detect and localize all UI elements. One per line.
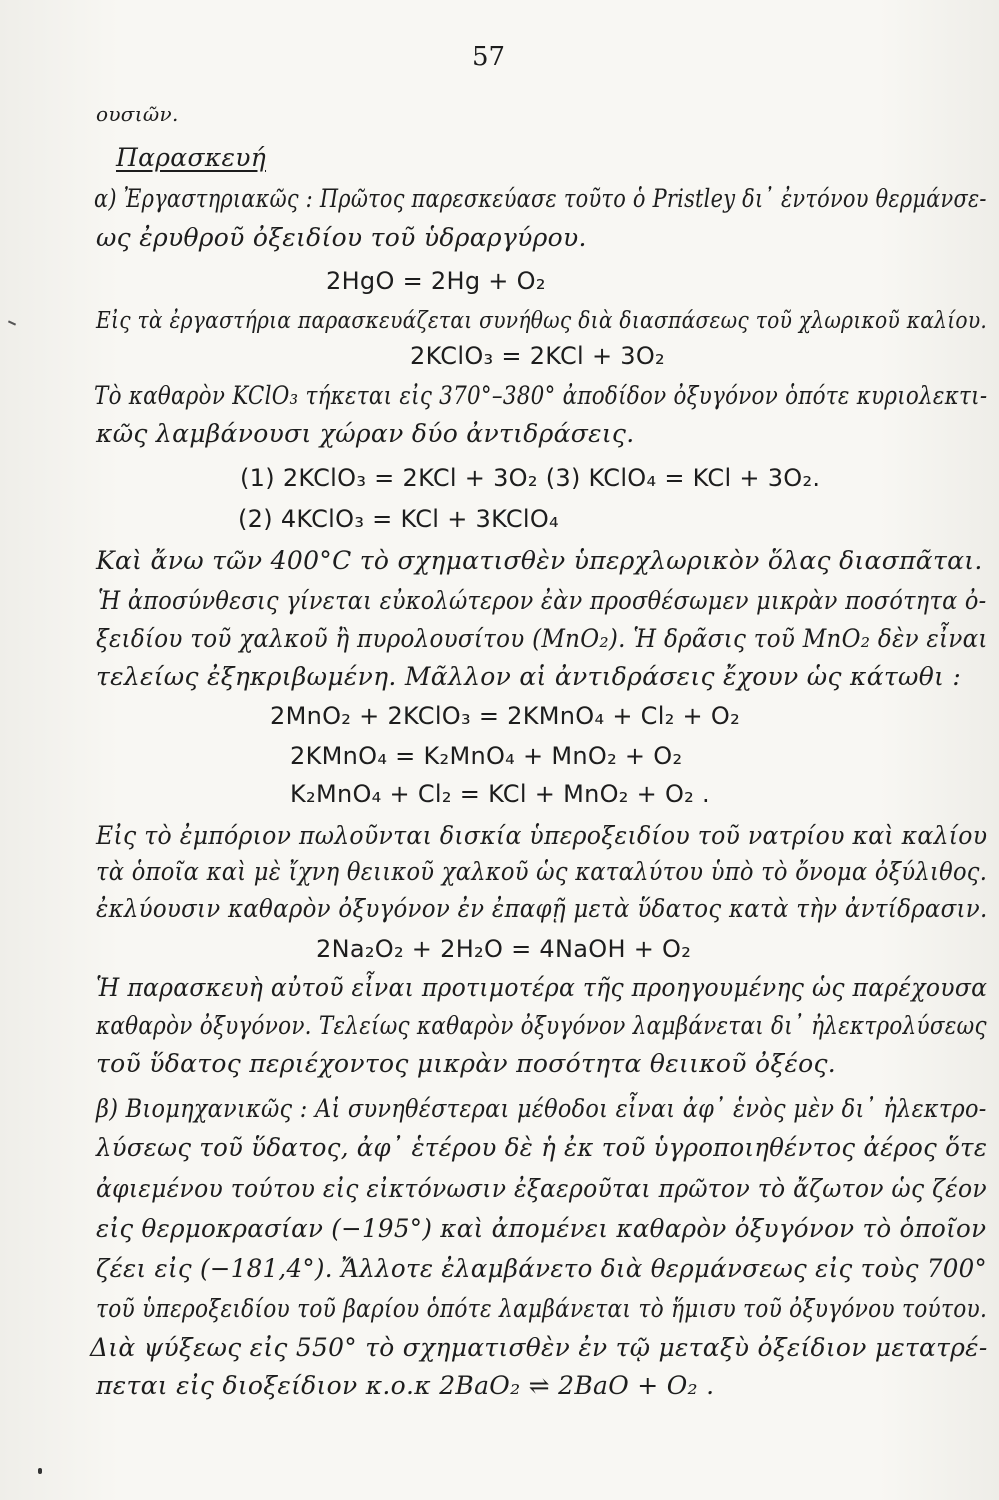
text-line: ουσιῶν.	[96, 102, 179, 126]
text-line: ἀφιεμένου τούτου εἰς εἰκτόνωσιν ἐξαεροῦται πρῶτον τὸ ἄζωτον ὡς ζέον	[96, 1174, 987, 1203]
text-line: Ἡ παρασκευὴ αὐτοῦ εἶναι προτιμοτέρα τῆς προηγουμένης ὡς παρέχουσα	[96, 973, 988, 1002]
section-heading: Παρασκευή	[116, 143, 267, 172]
equation: (2) 4KClO₃ = KCl + 3KClO₄	[238, 505, 559, 533]
margin-mark	[8, 320, 16, 325]
text-line: Τὸ καθαρὸν KClO₃ τήκεται εἰς 370°–380° ἀποδίδον ὀξυγόνον ὁπότε κυριολεκτι-	[94, 381, 988, 410]
margin-dot	[38, 1468, 42, 1474]
text-line: πεται εἰς διοξείδιον κ.ο.κ 2BaO₂ ⇌ 2BaO + O₂ .	[96, 1371, 715, 1400]
text-line: ἐκλύουσιν καθαρὸν ὀξυγόνον ἐν ἐπαφῇ μετὰ ὕδατος κατὰ τὴν ἀντίδρασιν.	[96, 894, 988, 923]
equation: 2Na₂O₂ + 2H₂O = 4NaOH + O₂	[316, 935, 692, 963]
equation: 2HgO = 2Hg + O₂	[326, 267, 546, 295]
text-line: καθαρὸν ὀξυγόνον. Τελείως καθαρὸν ὀξυγόνον λαμβάνεται δι᾿ ἠλεκτρολύσεως	[96, 1011, 987, 1040]
text-line: λύσεως τοῦ ὕδατος, ἀφ᾿ ἑτέρου δὲ ἡ ἐκ τοῦ ὑγροποιηθέντος ἀέρος ὅτε	[96, 1133, 988, 1162]
equation: K₂MnO₄ + Cl₂ = KCl + MnO₂ + O₂ .	[290, 780, 710, 808]
text-line: β) Βιομηχανικῶς : Αἱ συνηθέστεραι μέθοδοι εἶναι ἀφ᾿ ἑνὸς μὲν δι᾿ ἠλεκτρο-	[96, 1094, 987, 1123]
text-line: Ἡ ἀποσύνθεσις γίνεται εὐκολώτερον ἐὰν προσθέσωμεν μικρὰν ποσότητα ὀ-	[98, 586, 987, 615]
text-line: ως ἐρυθροῦ ὀξειδίου τοῦ ὑδραργύρου.	[96, 223, 587, 252]
equation: 2KMnO₄ = K₂MnO₄ + MnO₂ + O₂	[290, 742, 683, 770]
text-line: τὰ ὁποῖα καὶ μὲ ἴχνη θειικοῦ χαλκοῦ ὡς καταλύτου ὑπὸ τὸ ὄνομα ὀξύλιθος.	[96, 857, 988, 886]
text-line: Εἰς τὸ ἐμπόριον πωλοῦνται δισκία ὑπεροξειδίου τοῦ νατρίου καὶ καλίου	[96, 821, 988, 850]
text-line: Διὰ ψύξεως εἰς 550° τὸ σχηματισθὲν ἐν τῷ μεταξὺ ὀξείδιον μετατρέ-	[90, 1333, 988, 1362]
text-line: τελείως ἐξηκριβωμένη. Μᾶλλον αἱ ἀντιδράσεις ἔχουν ὡς κάτωθι :	[96, 662, 962, 691]
text-line: Εἰς τὰ ἐργαστήρια παρασκευάζεται συνήθως διὰ διασπάσεως τοῦ χλωρικοῦ καλίου.	[96, 308, 988, 334]
text-line: Καὶ ἄνω τῶν 400°C τὸ σχηματισθὲν ὑπερχλωρικὸν ὅλας διασπᾶται.	[96, 546, 983, 575]
page-number: 57	[472, 42, 506, 72]
text-line: τοῦ ὑπεροξειδίου τοῦ βαρίου ὁπότε λαμβάνεται τὸ ἥμισυ τοῦ ὀξυγόνου τούτου.	[96, 1294, 988, 1323]
equation: 2MnO₂ + 2KClO₃ = 2KMnO₄ + Cl₂ + O₂	[270, 702, 740, 730]
text-line: κῶς λαμβάνουσι χώραν δύο ἀντιδράσεις.	[96, 419, 635, 448]
text-line: α) Ἐργαστηριακῶς : Πρῶτος παρεσκεύασε τοῦτο ὁ Pristley δι᾿ ἐντόνου θερμάνσε-	[94, 184, 987, 213]
equation: 2KClO₃ = 2KCl + 3O₂	[410, 342, 665, 370]
text-line: ξειδίου τοῦ χαλκοῦ ἢ πυρολουσίτου (MnO₂). Ἡ δρᾶσις τοῦ MnO₂ δὲν εἶναι	[96, 624, 988, 653]
text-line: τοῦ ὕδατος περιέχοντος μικρὰν ποσότητα θειικοῦ ὀξέος.	[96, 1049, 837, 1078]
equation: (1) 2KClO₃ = 2KCl + 3O₂ (3) KClO₄ = KCl + 3O₂.	[240, 464, 821, 492]
text-line: εἰς θερμοκρασίαν (−195°) καὶ ἀπομένει καθαρὸν ὀξυγόνον τὸ ὁποῖον	[96, 1214, 987, 1243]
text-line: ζέει εἰς (−181,4°). Ἄλλοτε ἐλαμβάνετο διὰ θερμάνσεως εἰς τοὺς 700°	[96, 1254, 988, 1283]
